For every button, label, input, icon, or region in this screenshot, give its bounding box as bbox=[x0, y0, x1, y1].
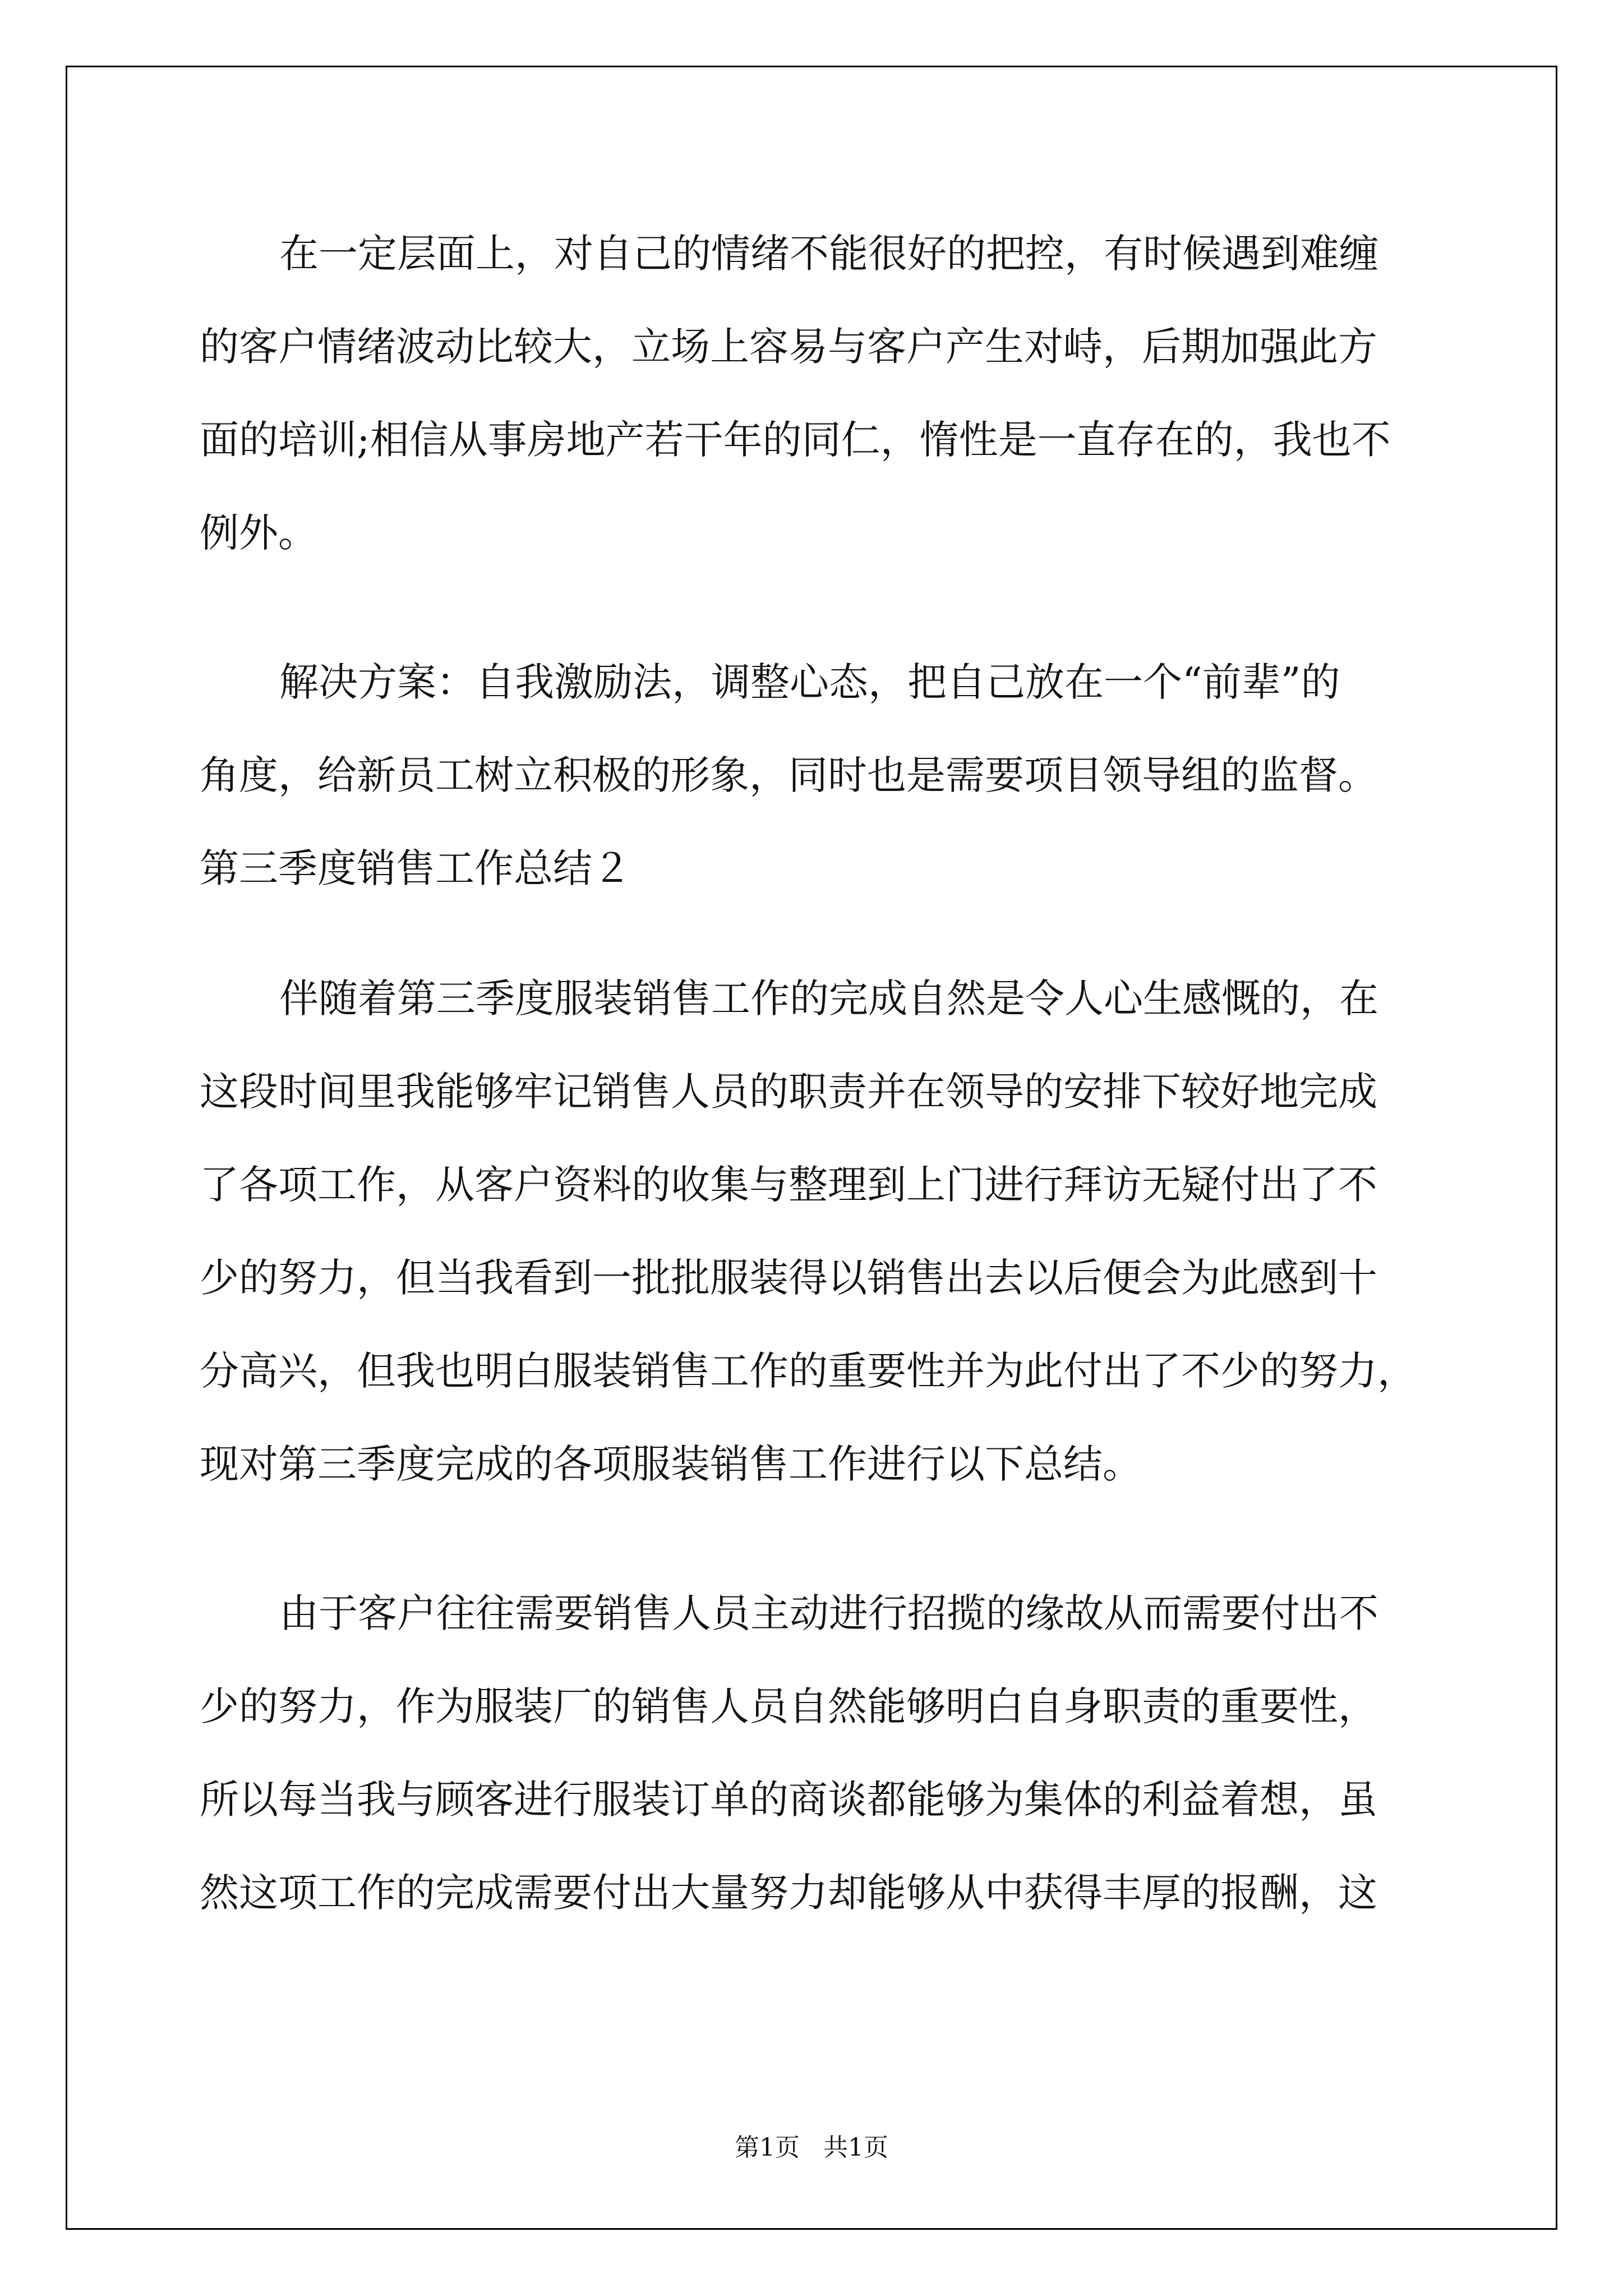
text-line: 例外。 bbox=[200, 510, 317, 556]
text-line: 然这项工作的完成需要付出大量努力却能够从中获得丰厚的报酬，这 bbox=[200, 1870, 1377, 1916]
text-line: 角度，给新员工树立积极的形象，同时也是需要项目领导组的监督。 bbox=[200, 752, 1377, 798]
text-line: 现对第三季度完成的各项服装销售工作进行以下总结。 bbox=[200, 1441, 1142, 1487]
text-line: 的客户情绪波动比较大，立场上容易与客户产生对峙，后期加强此方 bbox=[200, 324, 1377, 370]
text-line: 解决方案：自我激励法，调整心态，把自己放在一个“前辈”的 bbox=[279, 659, 1340, 705]
section-heading: 第三季度销售工作总结２ bbox=[200, 845, 631, 891]
text-line: 少的努力，作为服装厂的销售人员自然能够明白自身职责的重要性， bbox=[200, 1683, 1377, 1729]
text-line: 这段时间里我能够牢记销售人员的职责并在领导的安排下较好地完成 bbox=[200, 1069, 1377, 1115]
text-line: 少的努力，但当我看到一批批服装得以销售出去以后便会为此感到十 bbox=[200, 1255, 1377, 1301]
page-number: 第1页 共1页 bbox=[735, 2133, 888, 2162]
text-line: 所以每当我与顾客进行服装订单的商谈都能够为集体的利益着想，虽 bbox=[200, 1777, 1377, 1823]
text-line: 了各项工作，从客户资料的收集与整理到上门进行拜访无疑付出了不 bbox=[200, 1162, 1377, 1208]
text-line: 在一定层面上，对自己的情绪不能很好的把控，有时候遇到难缠 bbox=[279, 231, 1378, 277]
text-line: 伴随着第三季度服装销售工作的完成自然是令人心生感慨的，在 bbox=[279, 976, 1378, 1022]
text-line: 面的培训;相信从事房地产若干年的同仁，惰性是一直存在的，我也不 bbox=[200, 417, 1391, 463]
text-line: 由于客户往往需要销售人员主动进行招揽的缘故从而需要付出不 bbox=[279, 1590, 1378, 1636]
text-line: 分高兴，但我也明白服装销售工作的重要性并为此付出了不少的努力， bbox=[200, 1348, 1417, 1394]
